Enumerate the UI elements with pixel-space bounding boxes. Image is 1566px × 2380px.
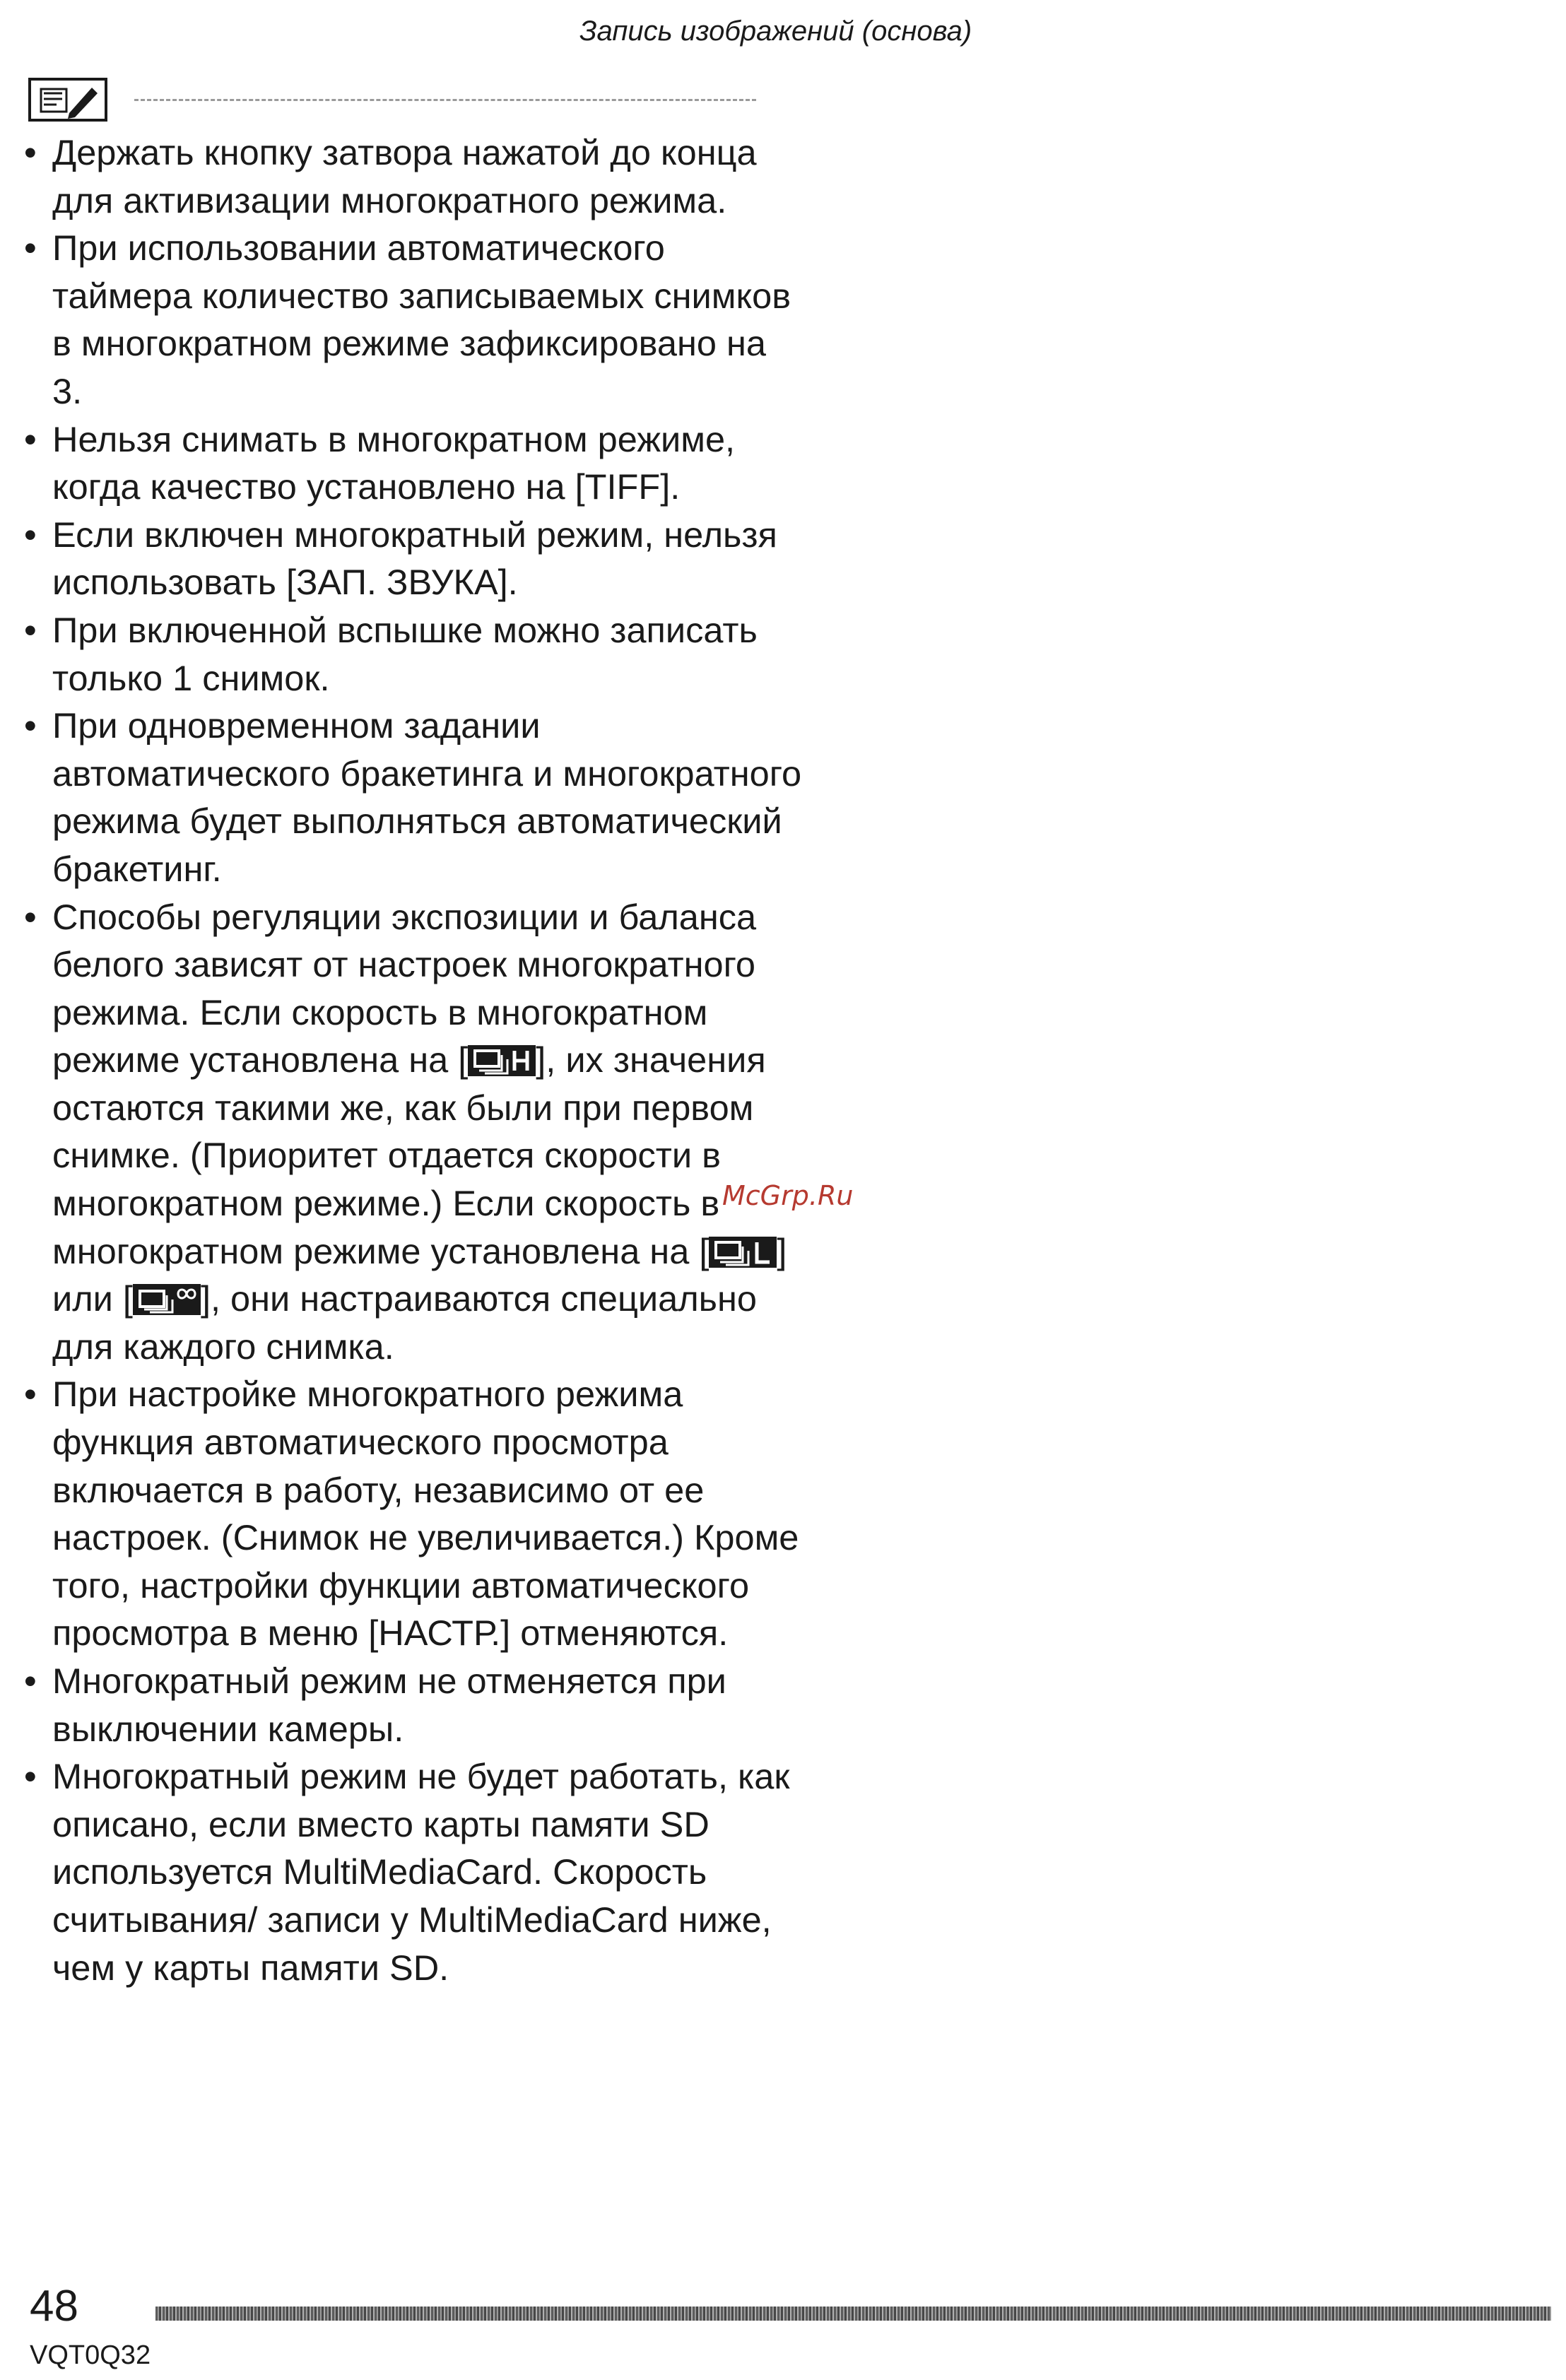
note-item: • При одновременном задании автоматического бракетинга и многократного режима будет выполняться автоматический бракетинг. xyxy=(21,702,806,892)
note-item: • Если включен многократный режим, нельзя использовать [ЗАП. ЗВУКА]. xyxy=(21,511,806,606)
note-item: • При использовании автоматического таймера количество записываемых снимков в многократном режиме зафиксировано на 3. xyxy=(21,224,806,415)
note-pencil-icon xyxy=(28,78,107,122)
model-code: VQT0Q32 xyxy=(30,2340,151,2370)
burst-low-speed-icon xyxy=(709,1237,777,1268)
note-divider xyxy=(134,99,756,101)
burst-unlimited-icon xyxy=(133,1284,201,1315)
note-item: • Держать кнопку затвора нажатой до конца для активизации многократного режима. xyxy=(21,129,806,224)
note-text: ], они настраиваются специально для каждого снимка. xyxy=(52,1278,757,1367)
note-item xyxy=(21,893,806,1371)
note-text: Способы регуляции экспозиции и баланса белого зависят от настроек многократного режима. Если скорость в многократном режиме установлена на [ xyxy=(52,896,757,1080)
note-item: • При настройке многократного режима функция автоматического просмотра включается в работу, независимо от ее настроек. (Снимок не увеличивается.) Кроме того, настройки функции автоматического просмотра в меню [НАСТР.] отменяются. xyxy=(21,1370,806,1657)
note-item: • Нельзя снимать в многократном режиме, когда качество установлено на [TIFF]. xyxy=(21,416,806,511)
notes-list xyxy=(21,129,806,1991)
note-item: • Многократный режим не отменяется при выключении камеры. xyxy=(21,1657,806,1752)
note-text: ], их значения остаются такими же, как были при первом снимке. (Приоритет отдается скорости в многократном режиме.) Если скорость в многократном режиме установлена на [ xyxy=(52,1039,766,1271)
note-item: • Многократный режим не будет работать, как описано, если вместо карты памяти SD используется MultiMediaCard. Скорость считывания/ записи у MultiMediaCard ниже, чем у карты памяти SD. xyxy=(21,1752,806,1991)
burst-high-speed-icon xyxy=(468,1045,536,1076)
running-header: Запись изображений (основа) xyxy=(579,16,972,47)
watermark: McGrp.Ru xyxy=(722,1180,854,1211)
note-item: • При включенной вспышке можно записать только 1 снимок. xyxy=(21,606,806,702)
page-number: 48 xyxy=(30,2282,78,2331)
footer-rule xyxy=(155,2307,1551,2321)
note-text: ] или [ xyxy=(52,1230,787,1319)
